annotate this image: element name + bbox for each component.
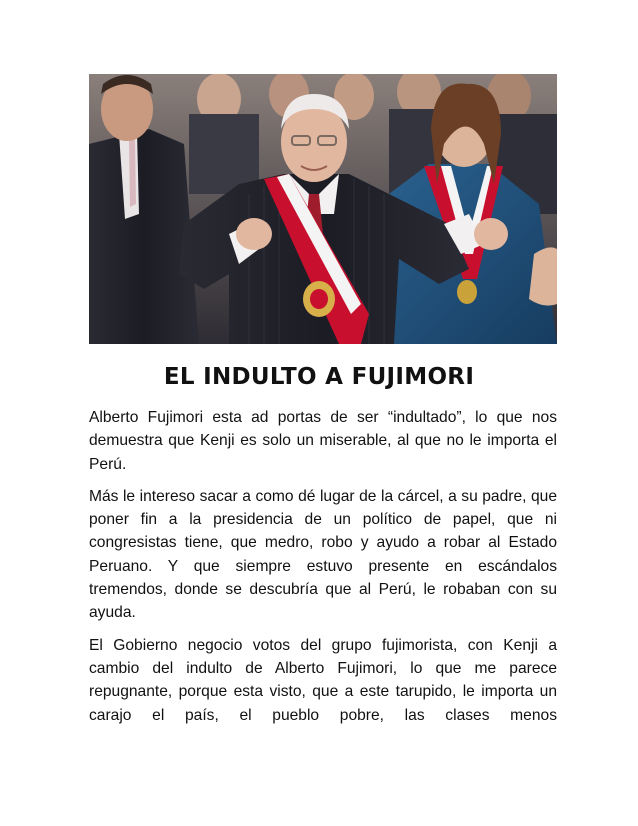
- paragraph: Más le intereso sacar a como dé lugar de la cárcel, a su padre, que poner fin a la presidencia de un político de papel, que ni congresistas tiene, que medro, robo y ayudo a robar al Estado Peruano. Y que siempre estuvo presente en escándalos tremendos, donde se descubría que al Perú, le robaban con su ayuda.: [89, 487, 557, 622]
- article-body: [89, 406, 557, 736]
- photo-illustration: [89, 74, 557, 344]
- paragraph: El Gobierno negocio votos del grupo fujimorista, con Kenji a cambio del indulto de Alberto Fujimori, lo que me parece repugnante, porque esta visto, que a este tarupido, le importa un carajo el país, el pueblo pobre, las clases menos: [89, 636, 557, 724]
- document-title: EL INDULTO A FUJIMORI: [163, 364, 475, 390]
- paragraph: Alberto Fujimori esta ad portas de ser “indultado”, lo que nos demuestra que Kenji es solo un miserable, al que no le importa el Perú.: [89, 409, 557, 473]
- news-photo: [89, 74, 557, 344]
